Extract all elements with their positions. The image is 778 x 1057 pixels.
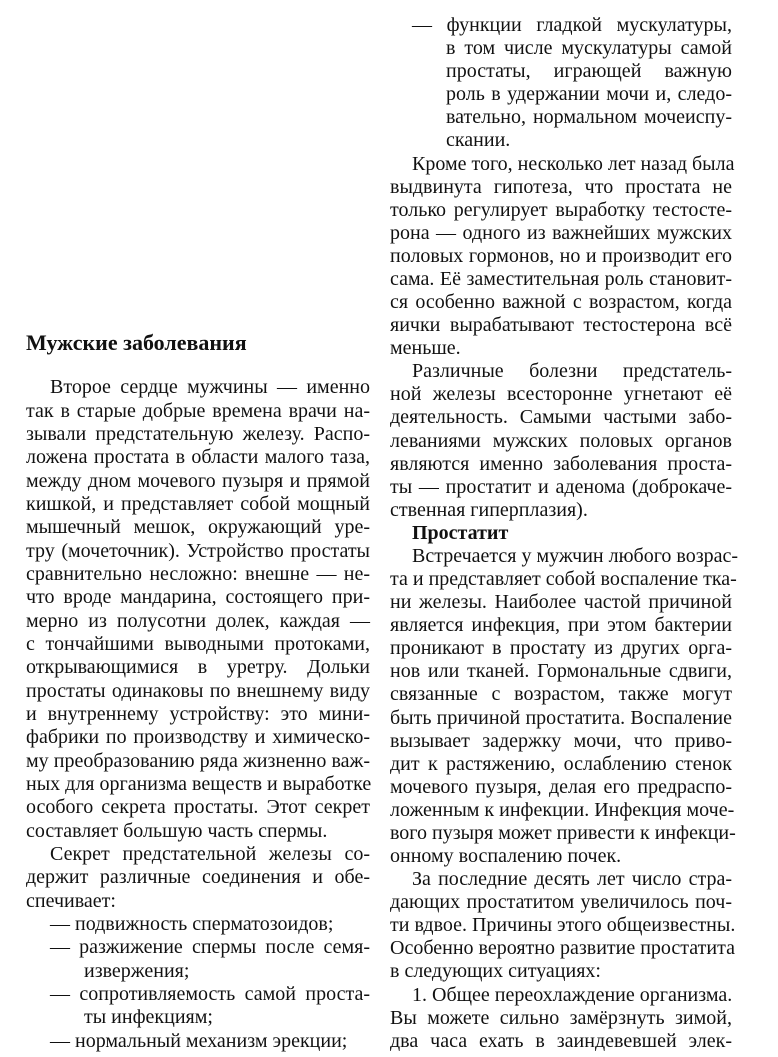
text-line: с тончайшими выводными протоками, [26,632,370,655]
text-line: онному воспалению почек. [390,845,622,868]
text-line: дающих простатитом увеличилось поч- [390,891,732,914]
text-line: ложена простата в области малого таза, [26,446,370,469]
text-line: та и представляет собой воспаление тка- [390,568,737,591]
subheading: Простатит [412,521,509,544]
text-line: За последние десять лет число стра- [412,868,732,891]
text-line: дит к растяжению, ослаблению стенок [390,752,732,775]
text-line: быть причиной простатита. Воспаление [390,706,732,729]
text-line: зывали предстательную железу. Распо- [26,422,370,445]
list-item-continuation: в том числе мускулатуры самой [446,37,732,60]
text-line: Секрет предстательной железы со- [50,842,370,865]
text-line: сравнительно несложно: внешне — не- [26,562,370,585]
list-item: — разжижение спермы после семя- [50,936,370,959]
text-line: Различные болезни предстатель- [412,360,732,383]
text-line: ных для организма веществ и выработке [26,772,372,795]
text-line: меньше. [390,337,461,360]
text-line: в следующих ситуациях: [390,960,601,983]
text-line: Вы можете сильно замёрзнуть зимой, [390,1006,732,1029]
text-line: тру (мочеточник). Устройство простаты [26,539,370,562]
section-heading: Мужские заболевания [26,330,247,355]
list-item-continuation: роль в удержании мочи и, следо- [446,83,732,106]
text-line: сама. Её заместительная роль становит- [390,267,732,290]
text-line: рона — одного из важнейших мужских [390,221,732,244]
text-line: особого секрета простаты. Этот секрет [26,796,370,819]
text-line: является инфекция, при этом бактерии [390,614,732,637]
text-line: мочевого пузыря, делая его предраспо- [390,775,732,798]
text-line: между дном мочевого пузыря и прямой [26,469,370,492]
list-item-continuation: ты инфекциям; [84,1006,213,1029]
list-item-continuation: извержения; [84,959,190,982]
list-item: — функции гладкой мускулатуры, [412,14,732,36]
text-line: половых гормонов, но и производит его [390,244,732,267]
text-line: вого пузыря может привести к инфекци- [390,821,736,844]
text-line: ни железы. Наиболее частой причиной [390,591,732,614]
text-line: яички вырабатывают тестостерона всё [390,314,732,337]
list-item-continuation: скании. [446,129,511,152]
text-line: леваниями мужских половых органов [390,429,732,452]
text-line: Встречается у мужчин любого возрас- [412,544,739,567]
text-line: му преобразованию ряда жизненно важ- [26,749,370,772]
text-line: связанные с возрастом, также могут [390,683,732,706]
text-line: ной железы всесторонне угнетают её [390,383,732,406]
list-item: — нормальный механизм эрекции; [50,1029,348,1052]
text-line: Кроме того, несколько лет назад была [412,152,735,175]
text-line: что вроде мандарина, состоящего при- [26,586,370,609]
text-line: простаты одинаковы по внешнему виду [26,679,370,702]
list-item-continuation: вательно, нормальном мочеиспу- [446,106,732,129]
text-line: ся особенно важной с возрастом, когда [390,291,732,313]
text-line: и внутреннему устройству: это мини- [26,702,370,725]
text-line: Особенно вероятно развитие простатита [390,937,735,960]
text-line: ты — простатит и аденома (доброкаче- [390,475,732,498]
text-line: деятельность. Самыми частыми забо- [390,406,732,429]
text-line: мышечный мешок, окружающий уре- [26,516,370,539]
text-line: выдвинута гипотеза, что простата не [390,175,732,198]
text-line: мерно из полусотни долек, каждая — [26,609,370,632]
text-line: ственная гиперплазия). [390,498,588,521]
text-line: Второе сердце мужчины — именно [50,376,370,399]
text-line: проникают в простату из других орга- [390,637,732,660]
text-line: только регулирует выработку тестосте- [390,198,732,221]
text-line: открывающимися в уретру. Дольки [26,656,370,679]
text-line: являются именно заболевания проста- [390,452,732,475]
text-line: фабрики по производству и химическо- [26,726,370,749]
text-line: нов или тканей. Гормональные сдвиги, [390,660,732,683]
text-line: составляет большую часть спермы. [26,819,328,842]
text-line: ти вдвое. Причины этого общеизвестны. [390,914,736,937]
list-item: — подвижность сперматозоидов; [50,913,334,935]
text-line: ложенным к инфекции. Инфекция моче- [390,798,735,821]
text-line: 1. Общее переохлаждение организма. [412,983,733,1006]
text-line: два часа ехать в заиндевевшей элек- [390,1029,732,1052]
text-line: вызывает задержку мочи, что приво- [390,729,732,752]
list-item-continuation: простаты, играющей важную [446,60,732,83]
list-item: — сопротивляемость самой проста- [50,983,370,1006]
text-line: кишкой, и представляет собой мощный [26,492,370,515]
text-line: так в старые добрые времена врачи на- [26,399,370,422]
text-line: спечивает: [26,889,116,912]
text-line: держит различные соединения и обе- [26,866,370,889]
